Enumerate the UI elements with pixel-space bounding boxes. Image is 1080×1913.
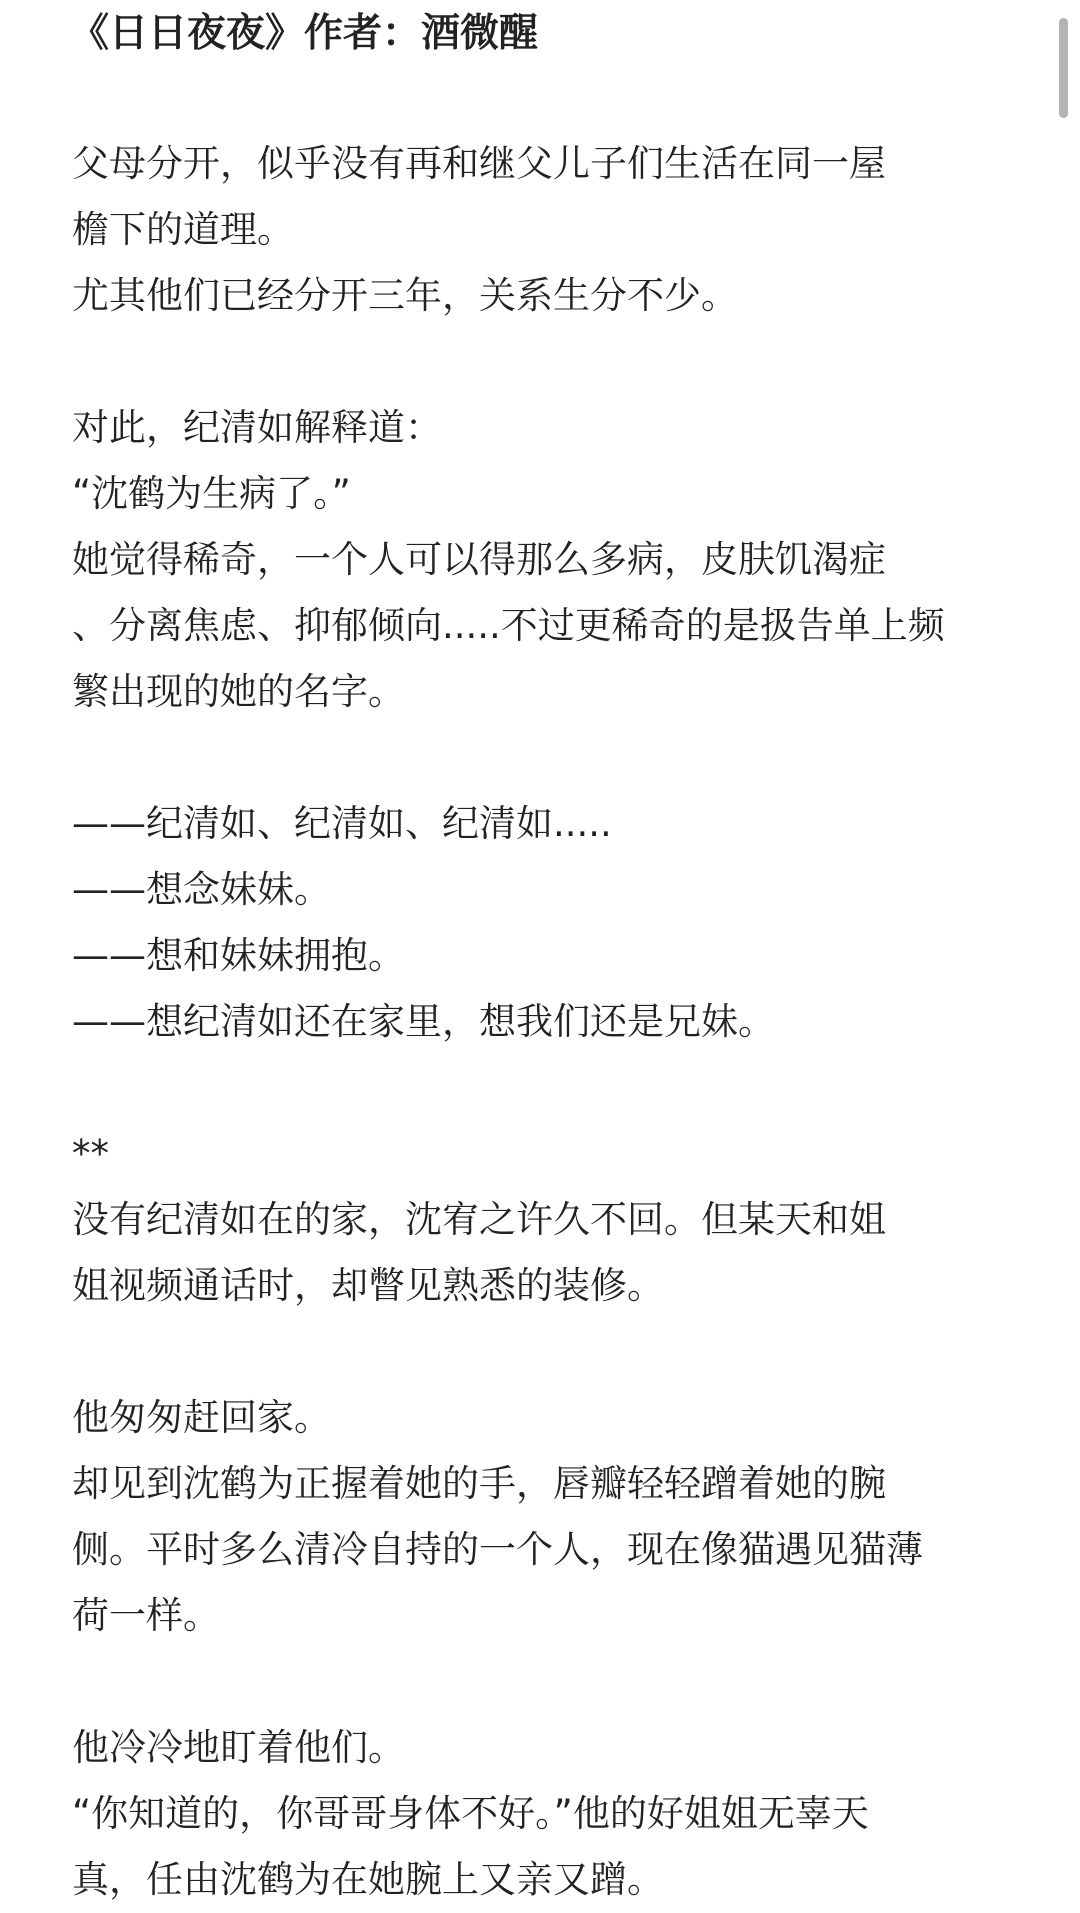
text-line: 他冷冷地盯着他们。 <box>72 1726 405 1769</box>
text-line: “你知道的，你哥哥身体不好。”他的好姐姐无辜天 <box>72 1792 869 1835</box>
blank-line <box>72 329 1032 395</box>
text-line: ——想纪清如还在家里，想我们还是兄妹。 <box>72 1000 775 1043</box>
text-line: 却见到沈鹤为正握着她的手，唇瓣轻轻蹭着她的腕 <box>72 1462 886 1505</box>
vertical-scrollbar[interactable] <box>1059 18 1068 118</box>
text-line: 他匆匆赶回家。 <box>72 1396 331 1439</box>
text-line: ——纪清如、纪清如、纪清如..... <box>72 802 612 845</box>
blank-line <box>72 1055 1032 1121</box>
blank-line <box>72 1319 1032 1385</box>
text-line: 尤其他们已经分开三年，关系生分不少。 <box>72 274 738 317</box>
text-line: 父母分开，似乎没有再和继父儿子们生活在同一屋 <box>72 142 886 185</box>
text-line: 繁出现的她的名字。 <box>72 670 405 713</box>
text-line: 荷一样。 <box>72 1594 220 1637</box>
text-line: 她觉得稀奇，一个人可以得那么多病，皮肤饥渴症 <box>72 538 886 581</box>
text-line: ——想和妹妹拥抱。 <box>72 934 405 977</box>
text-line: 檐下的道理。 <box>72 208 294 251</box>
text-line: 姐视频通话时，却瞥见熟悉的装修。 <box>72 1264 664 1307</box>
separator-text: ** <box>72 1132 109 1175</box>
text-line: 、分离焦虑、抑郁倾向.....不过更稀奇的是扱告单上频 <box>72 604 945 647</box>
text-line: “沈鹤为生病了。” <box>72 472 351 515</box>
blank-line <box>72 1649 1032 1715</box>
text-line: 对此，纪清如解释道： <box>72 406 442 449</box>
article-body <box>72 131 1032 1913</box>
text-line: 真，任由沈鹤为在她腕上又亲又蹭。 <box>72 1858 664 1901</box>
blank-line <box>72 725 1032 791</box>
text-line: 没有纪清如在的家，沈宥之许久不回。但某天和姐 <box>72 1198 886 1241</box>
text-line: 侧。平时多么清冷自持的一个人，现在像猫遇见猫薄 <box>72 1528 923 1571</box>
page-title: 《日日夜夜》作者：酒微醒 <box>70 11 539 56</box>
text-line: ——想念妹妹。 <box>72 868 331 911</box>
